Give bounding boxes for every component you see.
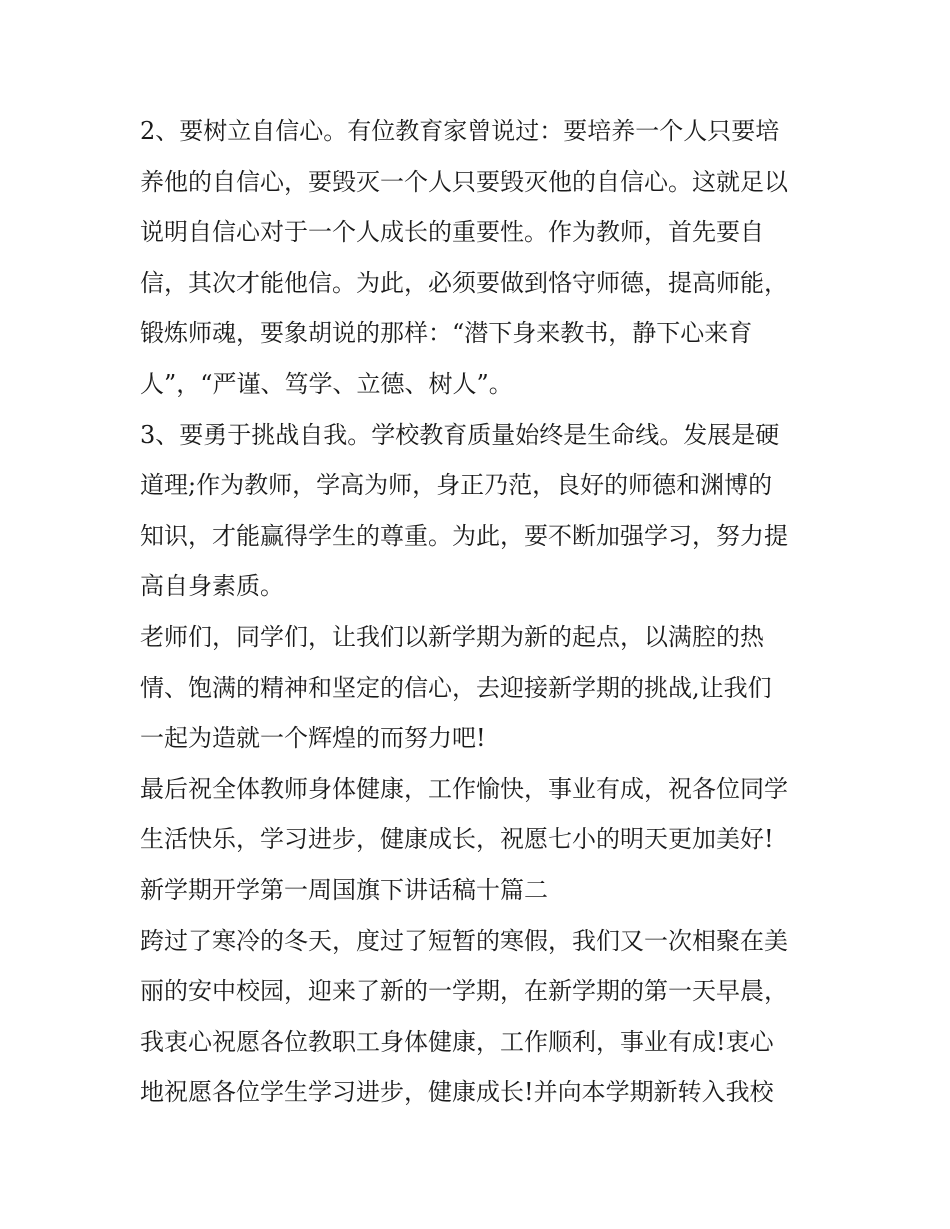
- document-body: [140, 106, 820, 1118]
- text-line: 最后祝全体教师身体健康，工作愉快，事业有成，祝各位同学: [140, 774, 788, 803]
- text-line: 知识，才能赢得学生的尊重。为此，要不断加强学习，努力提: [140, 521, 788, 550]
- section-heading: 新学期开学第一周国旗下讲话稿十篇二: [140, 875, 548, 904]
- text-line: 我衷心祝愿各位教职工身体健康，工作顺利，事业有成!衷心: [140, 1027, 774, 1056]
- text-line: 老师们，同学们，让我们以新学期为新的起点，以满腔的热: [140, 622, 764, 651]
- text-line: 2、要树立自信心。有位教育家曾说过：要培养一个人只要培: [140, 117, 780, 145]
- text-line: 道理;作为教师，学高为师，身正乃范，良好的师德和渊博的: [140, 471, 773, 500]
- text-line: 高自身素质。: [140, 572, 284, 601]
- text-line: 丽的安中校园，迎来了新的一学期，在新学期的第一天早晨，: [140, 977, 788, 1006]
- text-line: 信，其次才能他信。为此，必须要做到恪守师德，提高师能，: [140, 268, 788, 297]
- text-line: 说明自信心对于一个人成长的重要性。作为教师，首先要自: [140, 218, 764, 247]
- text-line: 地祝愿各位学生学习进步，健康成长!并向本学期新转入我校: [140, 1078, 774, 1107]
- text-line: 养他的自信心，要毁灭一个人只要毁灭他的自信心。这就足以: [140, 167, 788, 196]
- text-line: 人”，“严谨、笃学、立德、树人”。: [140, 369, 513, 398]
- text-line: 3、要勇于挑战自我。学校教育质量始终是生命线。发展是硬: [140, 420, 780, 449]
- text-line: 一起为造就一个辉煌的而努力吧!: [140, 724, 486, 753]
- text-line: 锻炼师魂，要象胡说的那样：“潜下身来教书，静下心来育: [140, 319, 753, 348]
- text-line: 生活快乐，学习进步，健康成长，祝愿七小的明天更加美好!: [140, 825, 774, 854]
- text-line: 情、饱满的精神和坚定的信心，去迎接新学期的挑战,让我们: [140, 673, 772, 702]
- text-line: 跨过了寒冷的冬天，度过了短暂的寒假，我们又一次相聚在美: [140, 926, 788, 955]
